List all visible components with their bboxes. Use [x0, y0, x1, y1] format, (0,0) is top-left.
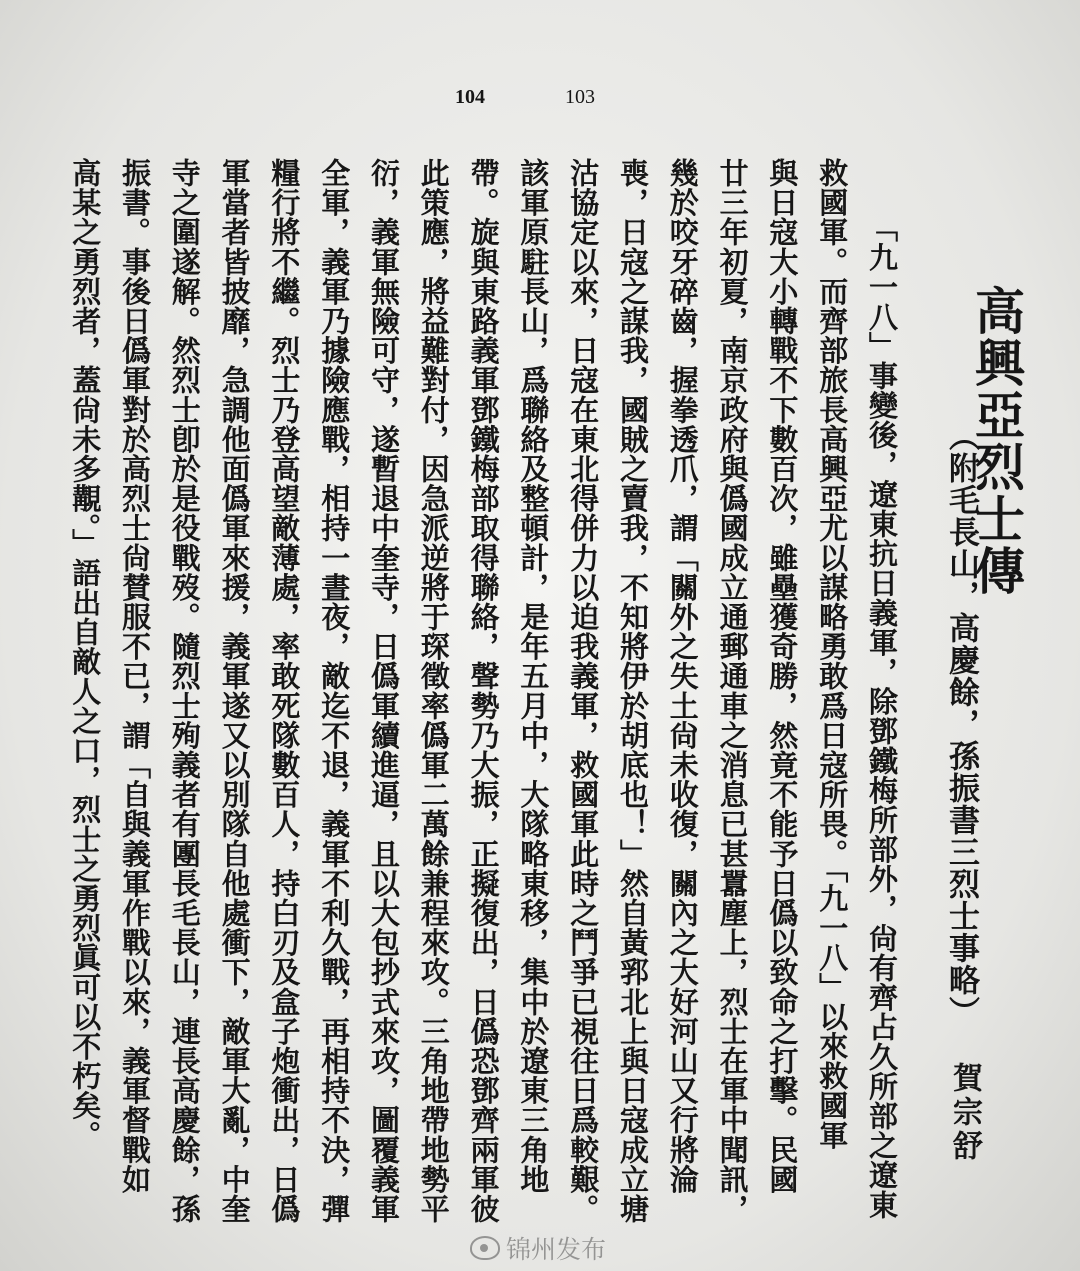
text-column: 軍當者皆披靡，急調他面僞軍來援，義軍遂又以別隊自他處衝下，敵軍大亂，中奎 — [217, 158, 252, 1224]
text-column: 此策應，將益難對付，因急派逆將于琛徵率僞軍二萬餘兼程來攻。三角地帶地勢平 — [416, 158, 451, 1224]
text-column: 幾於咬牙碎齒，握拳透爪，謂「關外之失土尙未收復，關內之大好河山又行將淪 — [665, 158, 700, 1194]
text-column: 該軍原駐長山，爲聯絡及整頓計，是年五月中，大隊略東移，集中於遼東三角地 — [516, 158, 551, 1194]
article-subtitle: （附毛長山，高慶餘，孫振書三烈士事略） — [943, 420, 979, 1028]
text-column: 寺之圍遂解。然烈士卽於是役戰歿。隨烈士殉義者有團長毛長山，連長高慶餘，孫 — [167, 158, 202, 1224]
text-column: 糧行將不繼。烈士乃登高望敵薄處，率敢死隊數百人，持白刃及盒子炮衝出，日僞 — [267, 158, 302, 1224]
text-column: 廿三年初夏，南京政府與僞國成立通郵通車之消息已甚囂塵上，烈士在軍中聞訊， — [715, 158, 750, 1224]
text-column: 振書。事後日僞軍對於高烈士尙賛服不已，謂「自與義軍作戰以來，義軍督戰如 — [118, 158, 152, 1194]
text-column: 衍，義軍無險可守，遂暫退中奎寺，日僞軍續進逼，且以大包抄式來攻，圖覆義軍 — [367, 158, 401, 1224]
watermark — [470, 1230, 606, 1266]
text-column: 沽協定以來，日寇在東北得併力以迫我義軍，救國軍此時之鬥爭已視往日爲較艱。 — [566, 158, 601, 1224]
watermark-text: 锦州发布 — [506, 1235, 607, 1264]
text-column: 喪，日寇之謀我，國賊之賣我，不知將伊於胡底也！」然自黃郛北上與日寇成立塘 — [616, 158, 650, 1224]
text-column: 救國軍。而齊部旅長高興亞尤以謀略勇敢爲日寇所畏。「九一八」以來救國軍 — [815, 158, 850, 1150]
page-number-left: 104 — [455, 86, 485, 108]
page-number-right: 103 — [565, 86, 595, 108]
article-title: 高興亞烈士傳 — [967, 285, 1026, 597]
text-column: 與日寇大小轉戰不下數百次，雖壘獲奇勝，然竟不能予日僞以致命之打擊。民國 — [765, 158, 800, 1194]
text-column: 帶。旋與東路義軍鄧鐵梅部取得聯絡，聲勢乃大振，正擬復出，日僞恐鄧齊兩軍彼 — [466, 158, 501, 1224]
text-column: 「九一八」事變後，遼東抗日義軍，除鄧鐵梅所部外，尙有齊占久所部之遼東 — [865, 213, 899, 1220]
text-column: 高某之勇烈者，蓋尙未多覯。」語出自敵人之口，烈士之勇烈眞可以不朽矣。 — [68, 158, 103, 1150]
text-column: 全軍，義軍乃據險應戰，相持一晝夜，敵迄不退，義軍不利久戰，再相持不決，彈 — [317, 158, 352, 1224]
author-name: 賀宗舒 — [947, 1062, 982, 1164]
weibo-icon — [470, 1236, 500, 1260]
